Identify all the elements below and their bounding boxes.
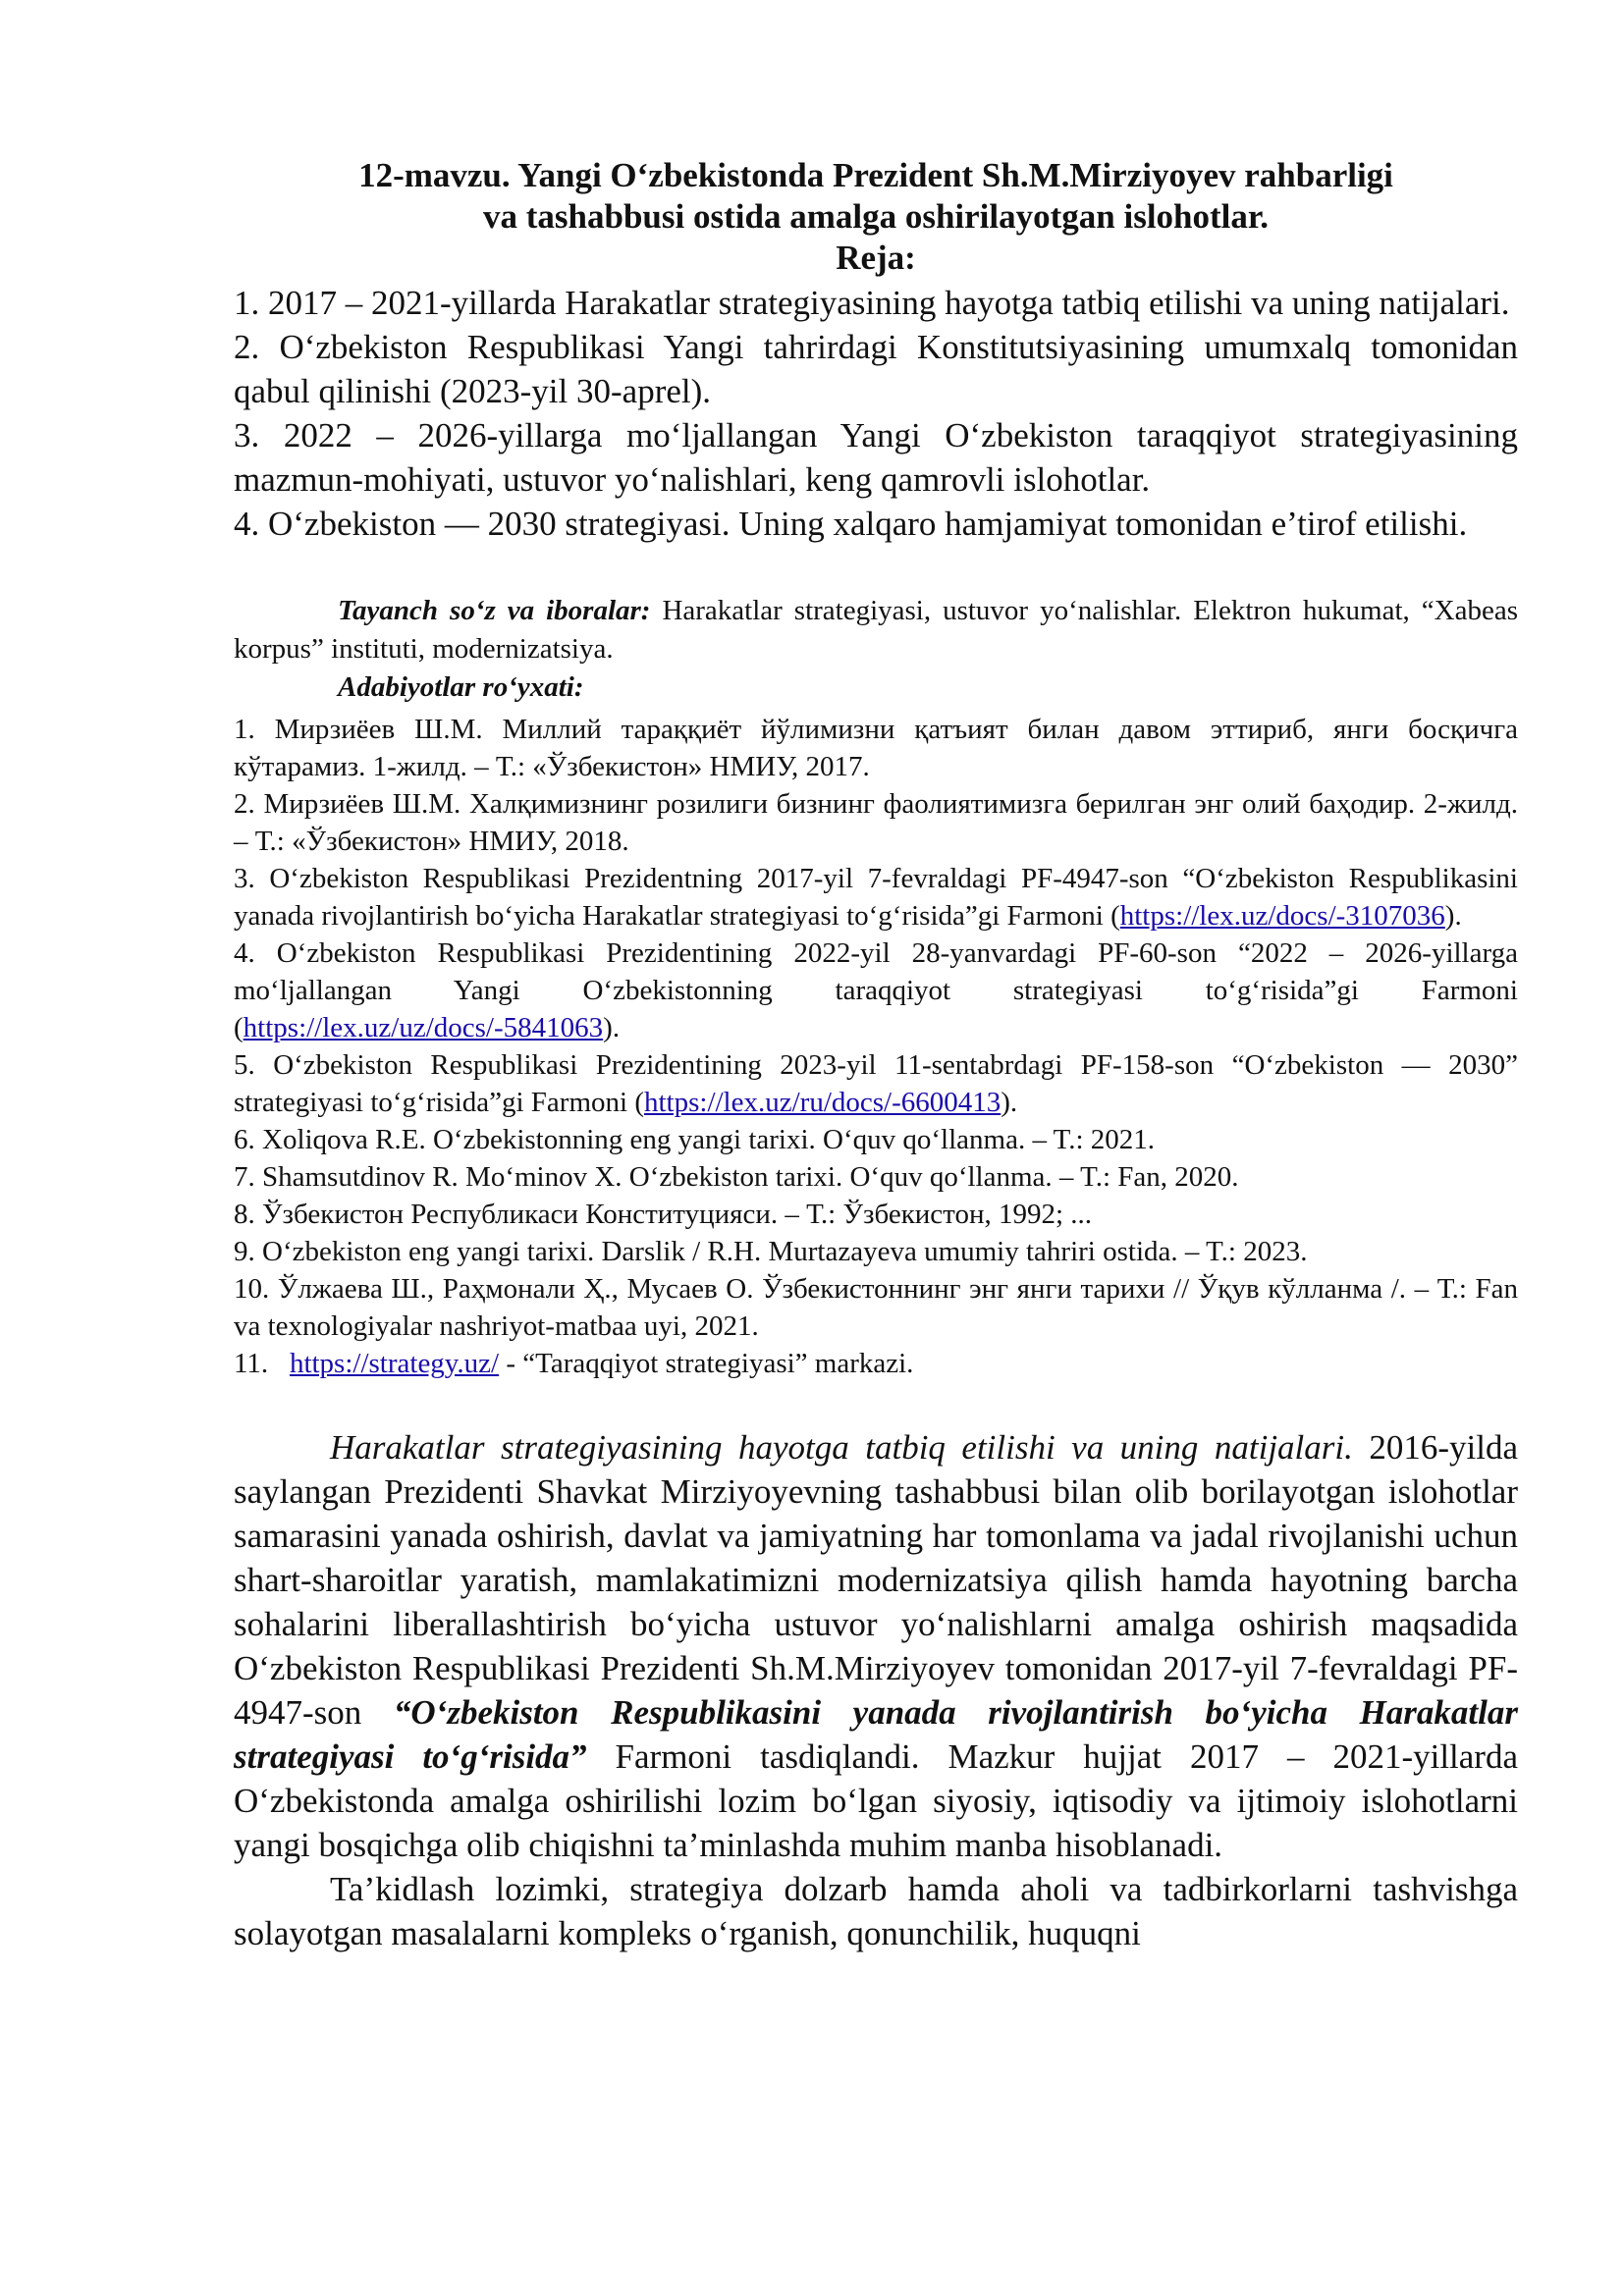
plan-item: 3. 2022 – 2026-yillarga mo‘ljallangan Yangi O‘zbekiston taraqqiyot strategiyasining mazmun-mohiyati, ustuvor yo‘nalishlari, keng qamrovli islohotlar. [234, 416, 1518, 499]
paragraph-text: 2016-yilda saylangan Prezidenti Shavkat Mirziyoyevning tashabbusi bilan olib borilayotgan islohotlar samarasini yanada oshirish, davlat va jamiyatning har tomonlama va jadal rivojlanishi uchun shart-sharoitlar yaratish, mamlakatimizni modernizatsiya qilish hamda hayotning barcha sohalarini liberallashtirish bo‘yicha ustuvor yo‘nalishlarni amalga oshirish maqsadida O‘zbekiston Respublikasi Prezidenti Sh.M.Mirziyoyev tomonidan 2017-yil 7-fevraldagi PF-4947-son [234, 1428, 1518, 1732]
paragraph-text: Farmoni tasdiqlandi. Mazkur hujjat 2017 – 2021-yillarda O‘zbekistonda amalga oshirilishi lozim bo‘lgan siyosiy, iqtisodiy va ijtimoiy islohotlarni yangi bosqichga olib chiqishni ta’minlashda muhim manba hisoblanadi. [234, 1737, 1518, 1864]
reference-tail: ). [1444, 900, 1462, 932]
keywords-label: Tayanch so‘z va iboralar: [338, 595, 651, 626]
reference-item [234, 1046, 1518, 1121]
reference-item: 2. Мирзиёев Ш.М. Халқимизнинг розилиги бизнинг фаолиятимизга берилган энг олий баҳодир. 2-жилд. – Т.: «Ўзбекистон» НМИУ, 2018. [234, 788, 1518, 857]
plan-item: 4. O‘zbekiston — 2030 strategiyasi. Uning xalqaro hamjamiyat tomonidan e’tirof etilishi. [234, 505, 1468, 543]
reference-text: 5. O‘zbekiston Respublikasi Prezidentining 2023-yil 11-sentabrdagi PF-158-son “O‘zbekiston — 2030” strategiyasi to‘g‘risida”gi Farmoni ( [234, 1049, 1518, 1118]
body-paragraph-1 [234, 1425, 1518, 1867]
section-subheading: Harakatlar strategiyasining hayotga tatbiq etilishi va uning natijalari. [330, 1428, 1353, 1467]
plan-item: 2. O‘zbekiston Respublikasi Yangi tahrirdagi Konstitutsiyasining umumxalq tomonidan qabul qilinishi (2023-yil 30-aprel). [234, 328, 1518, 410]
reference-tail: ). [1001, 1087, 1018, 1118]
reference-tail: - “Taraqqiyot strategiyasi” markazi. [499, 1348, 914, 1379]
reference-item [234, 1345, 1518, 1382]
reference-item: 10. Ўлжаева Ш., Раҳмонали Ҳ., Мусаев О. Ўзбекистоннинг энг янги тарихи // Ўқув кўлланма /. – Т.: Fan va texnologiyalar nashriyot-matbaa uyi, 2021. [234, 1273, 1518, 1342]
title-line-2: va tashabbusi ostida amalga oshirilayotgan islohotlar. [483, 197, 1269, 236]
reference-item: 9. O‘zbekiston eng yangi tarixi. Darslik / R.H. Murtazayeva umumiy tahriri ostida. – T.: 2023. [234, 1236, 1308, 1267]
reference-link[interactable]: https://lex.uz/uz/docs/-5841063 [243, 1012, 604, 1043]
reference-text: 3. O‘zbekiston Respublikasi Prezidentning 2017-yil 7-fevraldagi PF-4947-son “O‘zbekiston Respublikasini yanada rivojlantirish bo‘yicha Harakatlar strategiyasi to‘g‘risida”gi Farmoni ( [234, 863, 1518, 932]
reference-link[interactable]: https://strategy.uz/ [289, 1348, 500, 1379]
reference-item [234, 934, 1518, 1046]
keywords-text: Harakatlar strategiyasi, ustuvor yo‘nalishlar. Elektron hukumat, “Xabeas korpus” instituti, modernizatsiya. [234, 595, 1518, 665]
reference-link[interactable]: https://lex.uz/docs/-3107036 [1119, 900, 1445, 932]
reference-item: 8. Ўзбекистон Республикаси Конституцияси. – Т.: Ўзбекистон, 1992; ... [234, 1199, 1093, 1230]
references-list [234, 711, 1518, 1382]
reference-tail: ). [603, 1012, 621, 1043]
plan-list [234, 281, 1518, 546]
references-heading: Adabiyotlar ro‘yxati: [338, 671, 584, 703]
body-paragraph-2: Ta’kidlash lozimki, strategiya dolzarb hamda aholi va tadbirkorlarni tashvishga solayotgan masalalarni kompleks o‘rganish, qonunchilik, huquqni [234, 1870, 1518, 1952]
reference-item: 1. Мирзиёев Ш.М. Миллий тараққиёт йўлимизни қатъият билан давом эттириб, янги босқичга кўтарамиз. 1-жилд. – Т.: «Ўзбекистон» НМИУ, 2017. [234, 714, 1518, 782]
reference-item: 7. Shamsutdinov R. Mo‘minov X. O‘zbekiston tarixi. O‘quv qo‘llanma. – T.: Fan, 2020. [234, 1161, 1239, 1193]
reference-item [234, 860, 1518, 934]
document-title [234, 155, 1518, 238]
reference-text: 4. O‘zbekiston Respublikasi Prezidentining 2022-yil 28-yanvardagi PF-60-son “2022 – 2026-yillarga mo‘ljallangan Yangi O‘zbekistonning taraqqiyot strategiyasi to‘g‘risida”gi Farmoni ( [234, 937, 1518, 1043]
document-page [234, 155, 1518, 1955]
title-line-1: 12-mavzu. Yangi O‘zbekistonda Prezident Sh.M.Mirziyoyev rahbarligi [358, 156, 1393, 194]
decree-title: “O‘zbekiston Respublikasini yanada rivojlantirish bo‘yicha Harakatlar strategiyasi to‘g‘risida” [234, 1693, 1518, 1776]
reference-item: 6. Xoliqova R.E. O‘zbekistonning eng yangi tarixi. O‘quv qo‘llanma. – T.: 2021. [234, 1124, 1156, 1155]
keywords-paragraph [234, 592, 1518, 668]
reference-link[interactable]: https://lex.uz/ru/docs/-6600413 [643, 1087, 1001, 1118]
plan-item: 1. 2017 – 2021-yillarda Harakatlar strategiyasining hayotga tatbiq etilishi va uning natijalari. [234, 284, 1510, 322]
reference-number: 11. [234, 1348, 290, 1379]
plan-heading: Reja: [836, 239, 916, 277]
